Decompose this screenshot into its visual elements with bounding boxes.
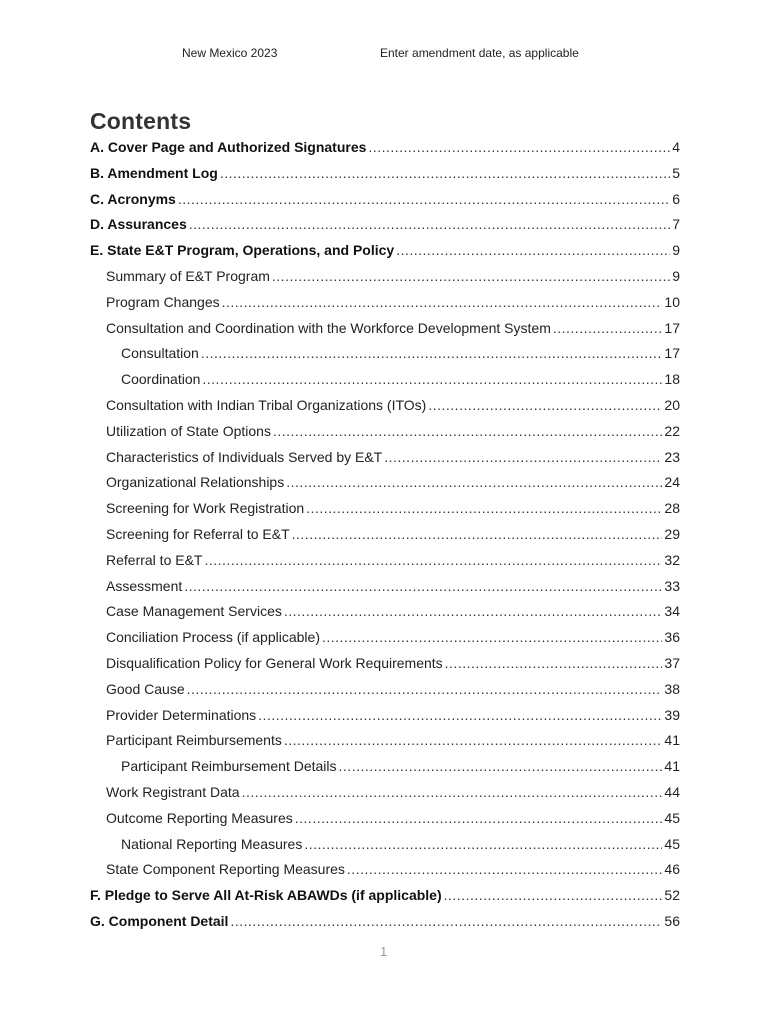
toc-entry-page: 52 — [664, 887, 680, 904]
toc-leader-dots — [273, 420, 662, 442]
toc-leader-dots — [368, 136, 670, 158]
table-of-contents — [90, 136, 680, 936]
toc-entry-label: Consultation and Coordination with the Workforce Development System — [106, 319, 551, 336]
toc-entry[interactable] — [90, 910, 680, 936]
toc-entry[interactable] — [90, 704, 680, 730]
toc-entry[interactable] — [90, 549, 680, 575]
toc-entry-page: 41 — [664, 758, 680, 775]
toc-entry-page: 7 — [672, 216, 680, 233]
toc-entry[interactable] — [90, 833, 680, 859]
toc-entry[interactable] — [90, 136, 680, 162]
toc-entry-label: Assessment — [106, 577, 183, 594]
toc-entry-page: 56 — [664, 912, 680, 929]
toc-entry[interactable] — [90, 420, 680, 446]
toc-entry-label: A. Cover Page and Authorized Signatures — [90, 139, 367, 155]
toc-entry[interactable] — [90, 162, 680, 188]
toc-entry-label: Good Cause — [106, 680, 185, 697]
toc-entry[interactable] — [90, 781, 680, 807]
toc-entry-label: Screening for Work Registration — [106, 500, 305, 517]
toc-leader-dots — [222, 291, 663, 313]
toc-leader-dots — [187, 678, 663, 700]
toc-entry[interactable] — [90, 188, 680, 214]
toc-leader-dots — [272, 265, 670, 287]
toc-entry[interactable] — [90, 575, 680, 601]
toc-leader-dots — [444, 884, 663, 906]
toc-entry-page: 5 — [672, 164, 680, 181]
toc-entry-label: Screening for Referral to E&T — [106, 525, 290, 542]
toc-entry-label: Outcome Reporting Measures — [106, 809, 293, 826]
page-number: 1 — [380, 944, 388, 959]
toc-leader-dots — [347, 858, 663, 880]
toc-entry[interactable] — [90, 523, 680, 549]
toc-leader-dots — [204, 549, 662, 571]
toc-entry-page: 46 — [664, 861, 680, 878]
toc-entry-label: Conciliation Process (if applicable) — [106, 629, 320, 646]
toc-entry-page: 24 — [664, 474, 680, 491]
toc-entry-label: E. State E&T Program, Operations, and Policy — [90, 242, 395, 259]
toc-entry[interactable] — [90, 652, 680, 678]
toc-entry-page: 10 — [664, 293, 680, 310]
toc-leader-dots — [242, 781, 663, 803]
toc-entry-page: 4 — [672, 139, 680, 155]
toc-entry-label: Utilization of State Options — [106, 422, 271, 439]
toc-leader-dots — [184, 575, 662, 597]
toc-leader-dots — [286, 471, 662, 493]
toc-leader-dots — [258, 704, 662, 726]
toc-entry-page: 36 — [664, 629, 680, 646]
toc-entry-page: 9 — [672, 267, 680, 284]
header-state-year: New Mexico 2023 — [182, 46, 278, 60]
toc-entry-page: 22 — [664, 422, 680, 439]
toc-entry-label: G. Component Detail — [90, 912, 229, 929]
toc-entry-label: Work Registrant Data — [106, 783, 240, 800]
toc-leader-dots — [284, 600, 663, 622]
toc-entry-label: Case Management Services — [106, 603, 282, 620]
toc-entry-page: 37 — [664, 654, 680, 671]
toc-leader-dots — [220, 162, 670, 184]
toc-entry-label: C. Acronyms — [90, 190, 176, 207]
header-amendment-note: Enter amendment date, as applicable — [380, 46, 579, 60]
toc-entry[interactable] — [90, 600, 680, 626]
toc-leader-dots — [295, 807, 663, 829]
toc-entry-page: 28 — [664, 500, 680, 517]
toc-leader-dots — [230, 910, 662, 932]
toc-leader-dots — [304, 833, 662, 855]
toc-entry-label: Characteristics of Individuals Served by E&T — [106, 448, 383, 465]
toc-entry[interactable] — [90, 291, 680, 317]
toc-leader-dots — [202, 368, 662, 390]
toc-entry-page: 32 — [664, 551, 680, 568]
toc-entry-page: 23 — [664, 448, 680, 465]
toc-entry-label: State Component Reporting Measures — [106, 861, 345, 878]
toc-entry[interactable] — [90, 446, 680, 472]
toc-entry[interactable] — [90, 884, 680, 910]
toc-entry[interactable] — [90, 239, 680, 265]
toc-entry-page: 33 — [664, 577, 680, 594]
toc-entry-page: 45 — [664, 835, 680, 852]
toc-leader-dots — [553, 317, 663, 339]
toc-entry-label: Consultation — [121, 345, 199, 362]
toc-entry[interactable] — [90, 626, 680, 652]
toc-entry-page: 6 — [672, 190, 680, 207]
toc-entry[interactable] — [90, 755, 680, 781]
toc-leader-dots — [292, 523, 663, 545]
toc-leader-dots — [384, 446, 662, 468]
toc-entry[interactable] — [90, 497, 680, 523]
toc-leader-dots — [178, 188, 670, 210]
toc-entry-label: D. Assurances — [90, 216, 187, 233]
toc-entry-label: Organizational Relationships — [106, 474, 285, 491]
toc-entry-label: Coordination — [121, 371, 201, 388]
toc-entry-page: 20 — [664, 396, 680, 413]
toc-entry-page: 34 — [664, 603, 680, 620]
toc-leader-dots — [428, 394, 662, 416]
toc-entry-label: Disqualification Policy for General Work Requirements — [106, 654, 443, 671]
toc-entry[interactable] — [90, 342, 680, 368]
toc-entry-label: Consultation with Indian Tribal Organizations (ITOs) — [106, 396, 427, 413]
toc-entry-label: Summary of E&T Program — [106, 267, 270, 284]
contents-title: Contents — [90, 108, 192, 134]
toc-entry-page: 41 — [664, 732, 680, 749]
toc-leader-dots — [189, 213, 670, 235]
toc-leader-dots — [339, 755, 663, 777]
toc-entry[interactable] — [90, 471, 680, 497]
toc-entry-page: 44 — [664, 783, 680, 800]
toc-entry[interactable] — [90, 858, 680, 884]
toc-entry-label: Participant Reimbursement Details — [121, 758, 337, 775]
toc-entry-label: F. Pledge to Serve All At-Risk ABAWDs (if applicable) — [90, 887, 442, 904]
toc-entry-page: 38 — [664, 680, 680, 697]
toc-entry-label: Referral to E&T — [106, 551, 203, 568]
toc-entry-page: 9 — [672, 242, 680, 259]
toc-entry[interactable] — [90, 317, 680, 343]
toc-entry[interactable] — [90, 368, 680, 394]
toc-leader-dots — [445, 652, 663, 674]
toc-leader-dots — [306, 497, 662, 519]
toc-leader-dots — [201, 342, 663, 364]
toc-leader-dots — [322, 626, 662, 648]
toc-entry[interactable] — [90, 213, 680, 239]
toc-entry-label: B. Amendment Log — [90, 164, 218, 181]
toc-entry-page: 17 — [664, 345, 680, 362]
toc-entry-page: 45 — [664, 809, 680, 826]
toc-entry-page: 18 — [664, 371, 680, 388]
toc-entry[interactable] — [90, 807, 680, 833]
toc-entry[interactable] — [90, 265, 680, 291]
toc-entry[interactable] — [90, 394, 680, 420]
toc-entry-page: 29 — [664, 525, 680, 542]
toc-entry[interactable] — [90, 678, 680, 704]
toc-entry[interactable] — [90, 729, 680, 755]
toc-leader-dots — [284, 729, 663, 751]
toc-leader-dots — [396, 239, 670, 261]
toc-entry-label: Provider Determinations — [106, 706, 257, 723]
toc-entry-page: 39 — [664, 706, 680, 723]
toc-entry-label: Participant Reimbursements — [106, 732, 282, 749]
toc-entry-page: 17 — [664, 319, 680, 336]
toc-entry-label: National Reporting Measures — [121, 835, 303, 852]
toc-entry-label: Program Changes — [106, 293, 220, 310]
